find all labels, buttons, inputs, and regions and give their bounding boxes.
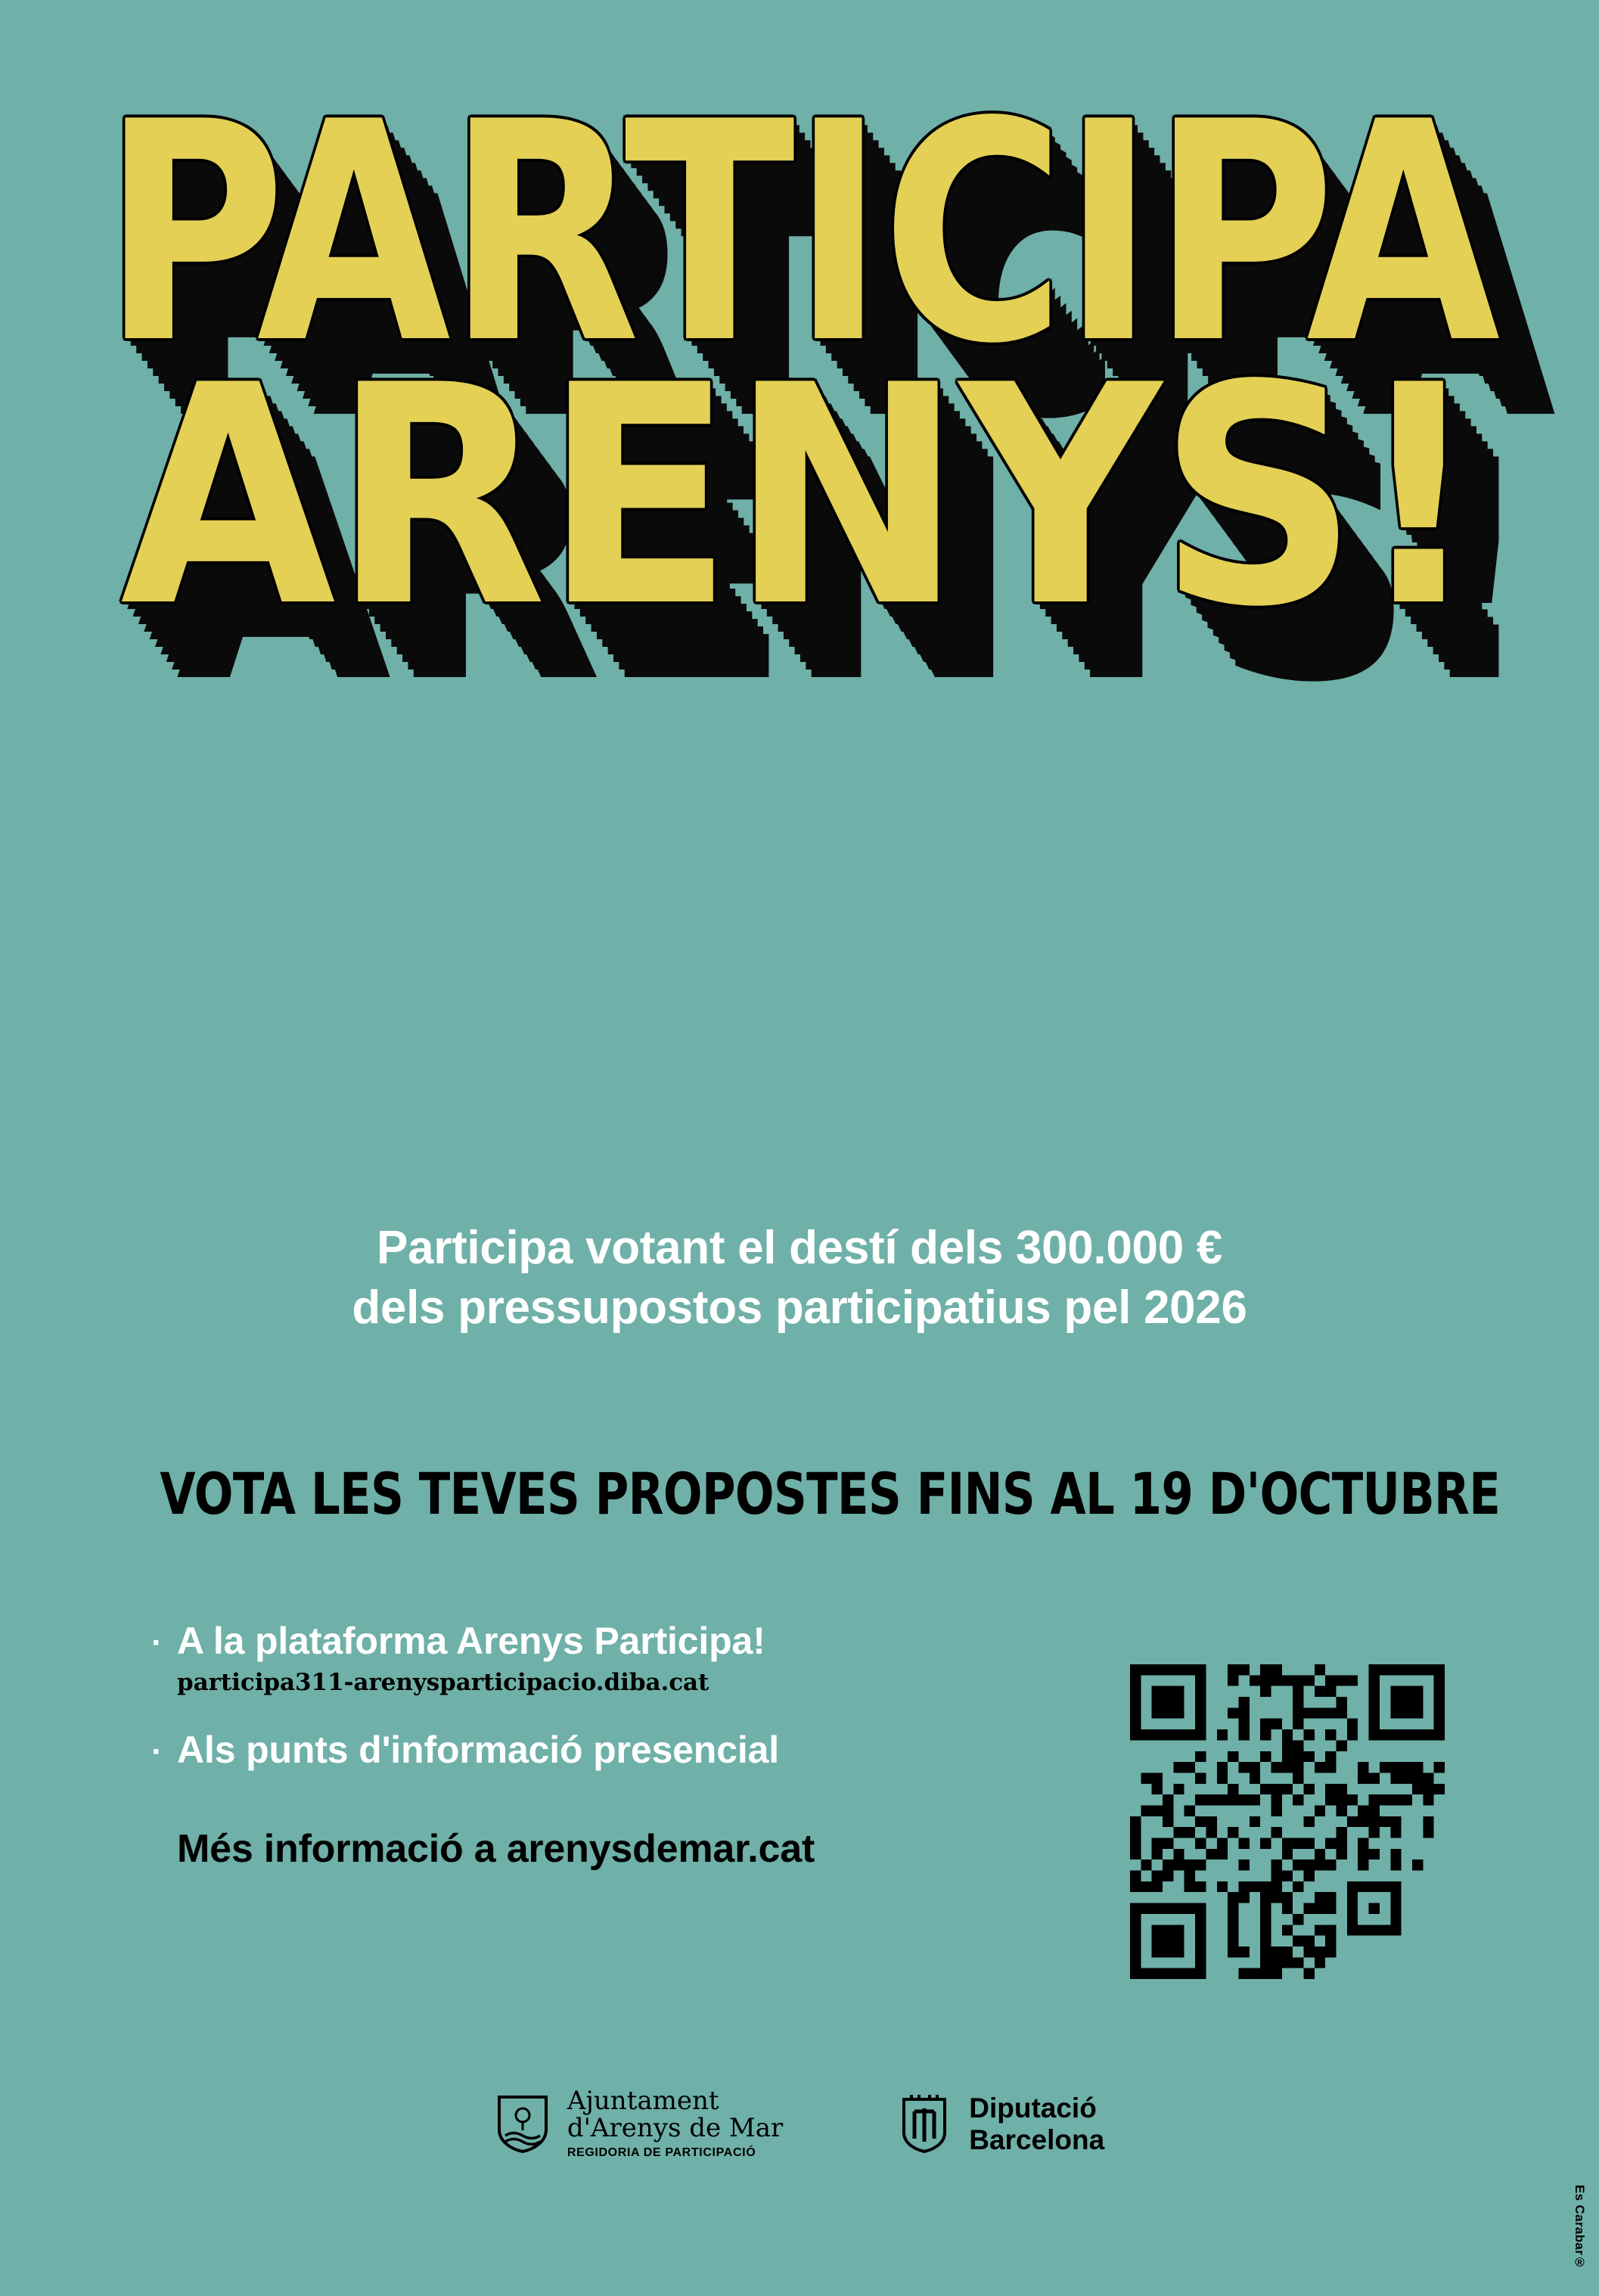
- footer-logos: [0, 2088, 1599, 2160]
- platform-url[interactable]: participa311-arenysparticipacio.diba.cat: [177, 1669, 709, 1696]
- headline-line-2: ARENYS!: [120, 322, 1479, 673]
- arenys-crest-icon: [495, 2095, 551, 2154]
- diputacio-logo-line-2: Barcelona: [969, 2124, 1105, 2155]
- ajuntament-logo-line-3: REGIDORIA DE PARTICIPACIÓ: [567, 2146, 756, 2160]
- ajuntament-logo-text: [567, 2088, 783, 2160]
- subheadline-line-2: dels pressupostos participatius pel 2026: [352, 1282, 1247, 1334]
- ajuntament-logo-line-1: Ajuntament: [567, 2086, 719, 2116]
- bullet-dot-icon: ·: [151, 1624, 163, 1661]
- ajuntament-arenys-de-mar-logo: [495, 2088, 783, 2160]
- subheadline-line-1: Participa votant el destí dels 300.000 €: [377, 1222, 1222, 1274]
- info-list: [151, 1619, 1119, 1872]
- qr-code-canvas: [1130, 1664, 1445, 1979]
- list-item-label: A la plataforma Arenys Participa!: [177, 1620, 765, 1662]
- list-item-label: Als punts d'informació presencial: [177, 1729, 780, 1771]
- call-to-action-text: VOTA LES TEVES PROPOSTES FINS AL 19 D'OCTUBRE: [160, 1460, 1501, 1527]
- more-info-text: Més informació a arenysdemar.cat: [177, 1827, 815, 1871]
- headline-line-1: PARTICIPA: [102, 58, 1497, 410]
- poster-subheadline: [0, 1218, 1599, 1338]
- diputacio-logo-text: [969, 2092, 1104, 2155]
- list-item: [151, 1728, 1119, 1772]
- diputacio-logo-line-1: Diputació: [969, 2092, 1097, 2124]
- poster-headline: [0, 58, 1599, 673]
- bullet-dot-icon: ·: [151, 1733, 163, 1770]
- diputacio-barcelona-logo: [896, 2092, 1104, 2155]
- design-credit: Es Carabar®: [1573, 2185, 1587, 2270]
- qr-code[interactable]: [1130, 1664, 1445, 1979]
- diputacio-crest-icon: [896, 2095, 952, 2154]
- list-item: [151, 1619, 1119, 1663]
- ajuntament-logo-line-2: d'Arenys de Mar: [567, 2112, 784, 2143]
